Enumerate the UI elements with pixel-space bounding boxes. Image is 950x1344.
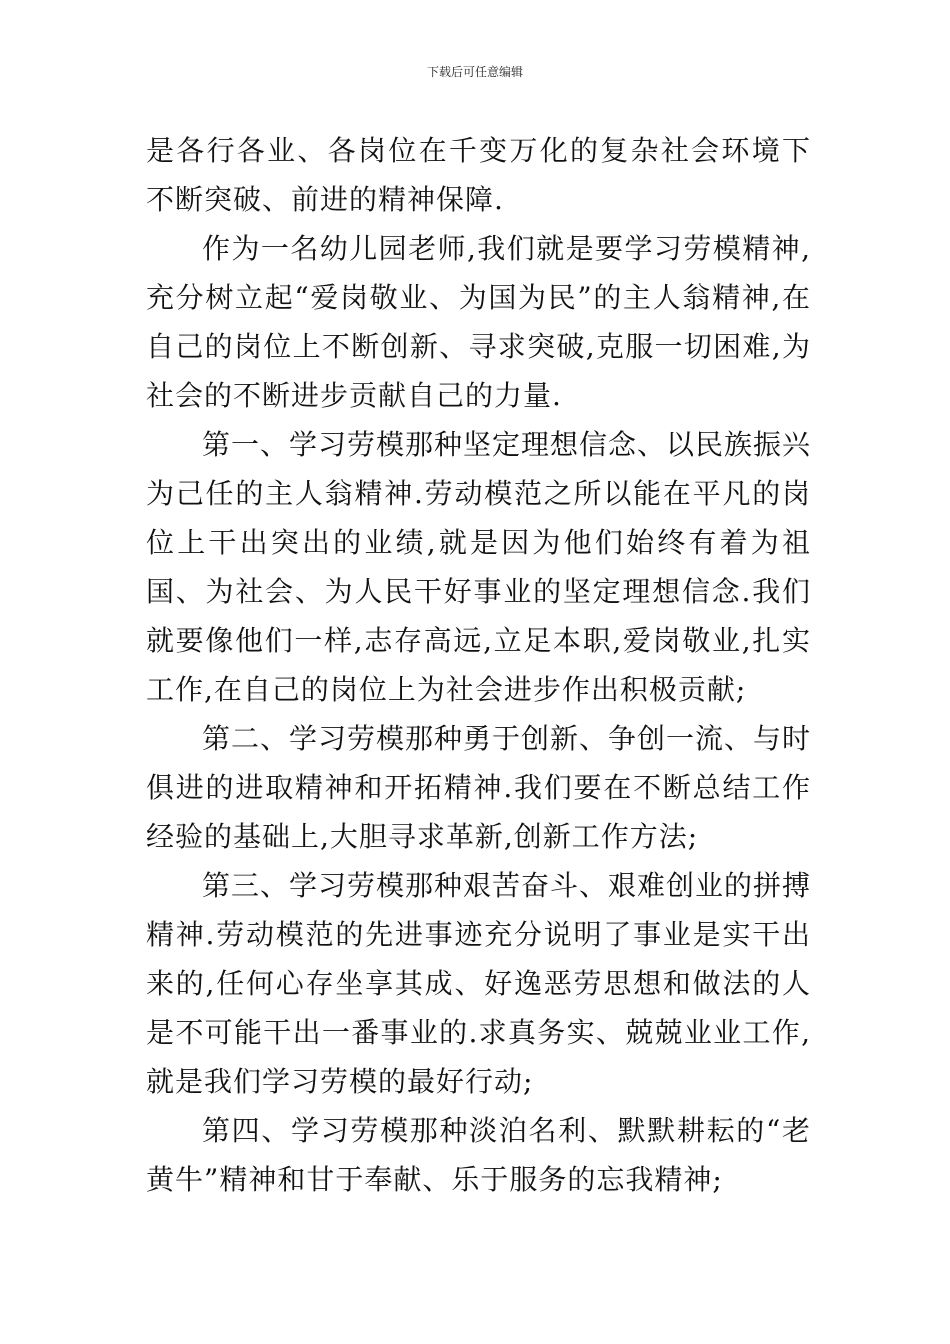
paragraph-3: 第一、学习劳模那种坚定理想信念、以民族振兴为己任的主人翁精神.劳动模范之所以能在平凡的岗位上干出突出的业绩,就是因为他们始终有着为祖国、为社会、为人民干好事业的坚定理想信念.我们就要像他们一样,志存高远,立足本职,爱岗敬业,扎实工作,在自己的岗位上为社会进步作出积极贡献; xyxy=(146,428,812,706)
paragraph-1: 是各行各业、各岗位在千变万化的复杂社会环境下不断突破、前进的精神保障. xyxy=(146,134,811,216)
page-header: 下载后可任意编辑 xyxy=(426,65,523,79)
paragraph-2: 作为一名幼儿园老师,我们就是要学习劳模精神,充分树立起“爱岗敬业、为国为民”的主人翁精神,在自己的岗位上不断创新、寻求突破,克服一切困难,为社会的不断进步贡献自己的力量. xyxy=(146,232,811,412)
paragraph-5: 第三、学习劳模那种艰苦奋斗、艰难创业的拼搏精神.劳动模范的先进事迹充分说明了事业是实干出来的,任何心存坐享其成、好逸恶劳思想和做法的人是不可能干出一番事业的.求真务实、兢兢业业工作,就是我们学习劳模的最好行动; xyxy=(146,869,812,1098)
paragraph-4: 第二、学习劳模那种勇于创新、争创一流、与时俱进的进取精神和开拓精神.我们要在不断总结工作经验的基础上,大胆寻求革新,创新工作方法; xyxy=(146,722,812,853)
document-body xyxy=(146,126,811,1204)
paragraph-6: 第四、学习劳模那种淡泊名利、默默耕耘的“老黄牛”精神和甘于奉献、乐于服务的忘我精神; xyxy=(146,1114,811,1196)
